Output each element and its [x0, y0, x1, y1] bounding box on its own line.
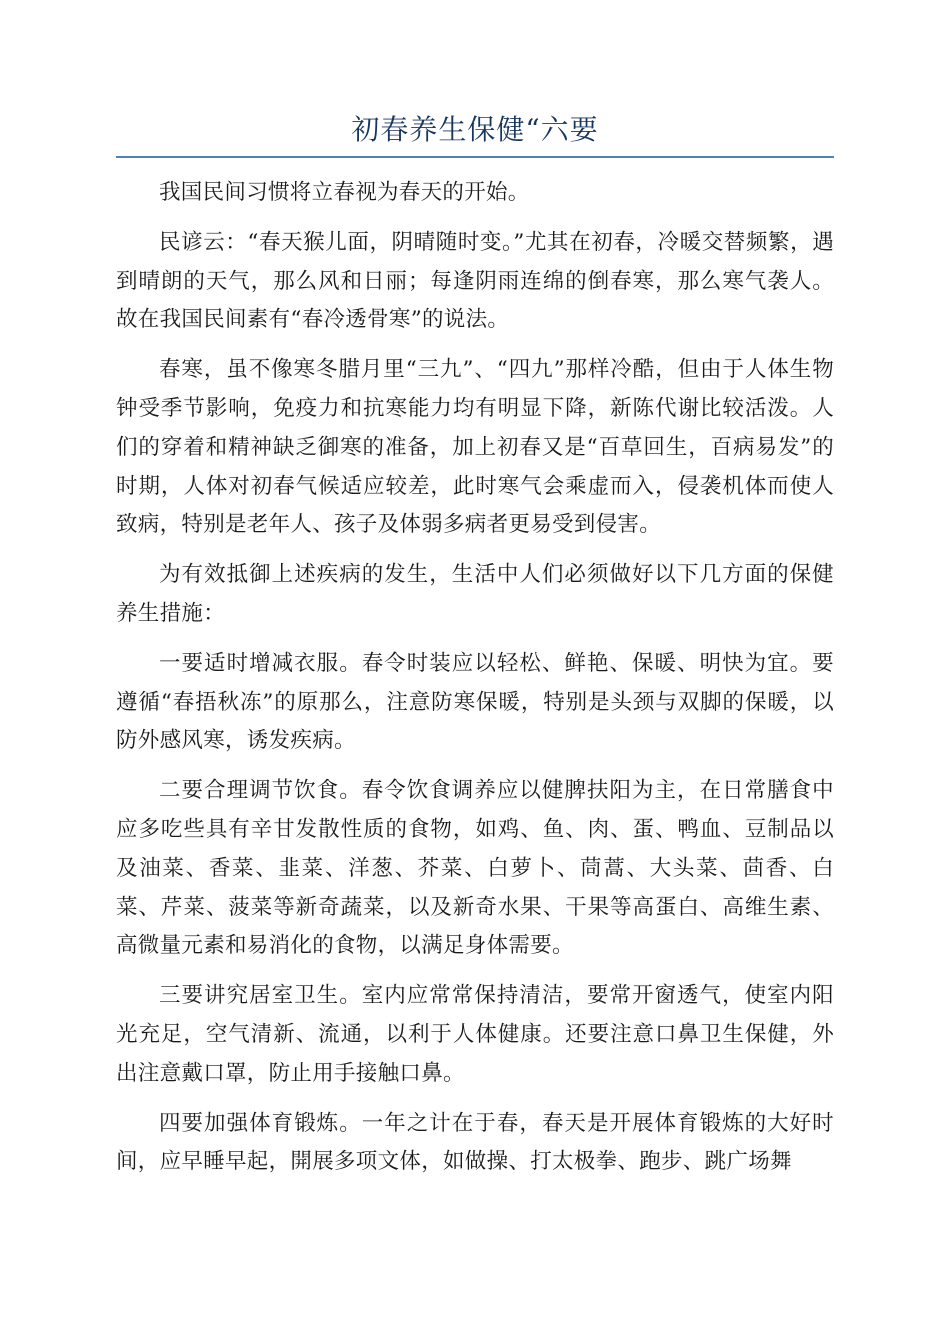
paragraph-measures-intro: 为有效抵御上述疾病的发生，生活中人们必须做好以下几方面的保健养生措施： [116, 562, 834, 626]
title-block [116, 108, 834, 158]
document-body [116, 174, 834, 1193]
document-title: 初春养生保健“六要 [351, 113, 599, 146]
paragraph-proverb: 民谚云：“春天猴儿面，阴晴随时变。”尤其在初春，冷暖交替频繁，遇到晴朗的天气，那么风和日丽；每逢阴雨连绵的倒春寒，那么寒气袭人。故在我国民间素有“春冷透骨寒”的说法。 [116, 229, 834, 333]
paragraph-exercise: 四要加强体育锻炼。一年之计在于春，春天是开展体育锻炼的大好时间，应早睡早起，開展多项文体，如做操、打太极拳、跑步、跳广场舞 [116, 1110, 834, 1175]
paragraph-diet: 二要合理调节饮食。春令饮食调养应以健脾扶阳为主，在日常膳食中应多吃些具有辛甘发散性质的食物，如鸡、鱼、肉、蛋、鸭血、豆制品以及油菜、香菜、韭菜、洋葱、芥菜、白萝卜、茼蒿、大头菜、茴香、白菜、芹菜、菠菜等新奇蔬菜，以及新奇水果、干果等高蛋白、高维生素、高微量元素和易消化的食物，以满足身体需要。 [116, 778, 834, 959]
paragraph-hygiene: 三要讲究居室卫生。室内应常常保持清洁，要常开窗透气，使室内阳光充足，空气清新、流通，以利于人体健康。还要注意口鼻卫生保健，外出注意戴口罩，防止用手接触口鼻。 [116, 983, 834, 1086]
paragraph-clothing: 一要适时增减衣服。春令时装应以轻松、鲜艳、保暖、明快为宜。要遵循“春捂秋冻”的原那么，注意防寒保暖，特别是头颈与双脚的保暖，以防外感风寒，诱发疾病。 [116, 650, 834, 754]
paragraph-intro: 我国民间习惯将立春视为春天的开始。 [159, 180, 530, 205]
paragraph-spring-cold: 春寒，虽不像寒冬腊月里“三九”、“四九”那样冷酷，但由于人体生物钟受季节影响，免疫力和抗寒能力均有明显下降，新陈代谢比较活泼。人们的穿着和精神缺乏御寒的准备，加上初春又是“百草回生，百病易发”的时期，人体对初春气候适应较差，此时寒气会乘虚而入，侵袭机体而使人致病，特别是老年人、孩子及体弱多病者更易受到侵害。 [116, 357, 834, 538]
